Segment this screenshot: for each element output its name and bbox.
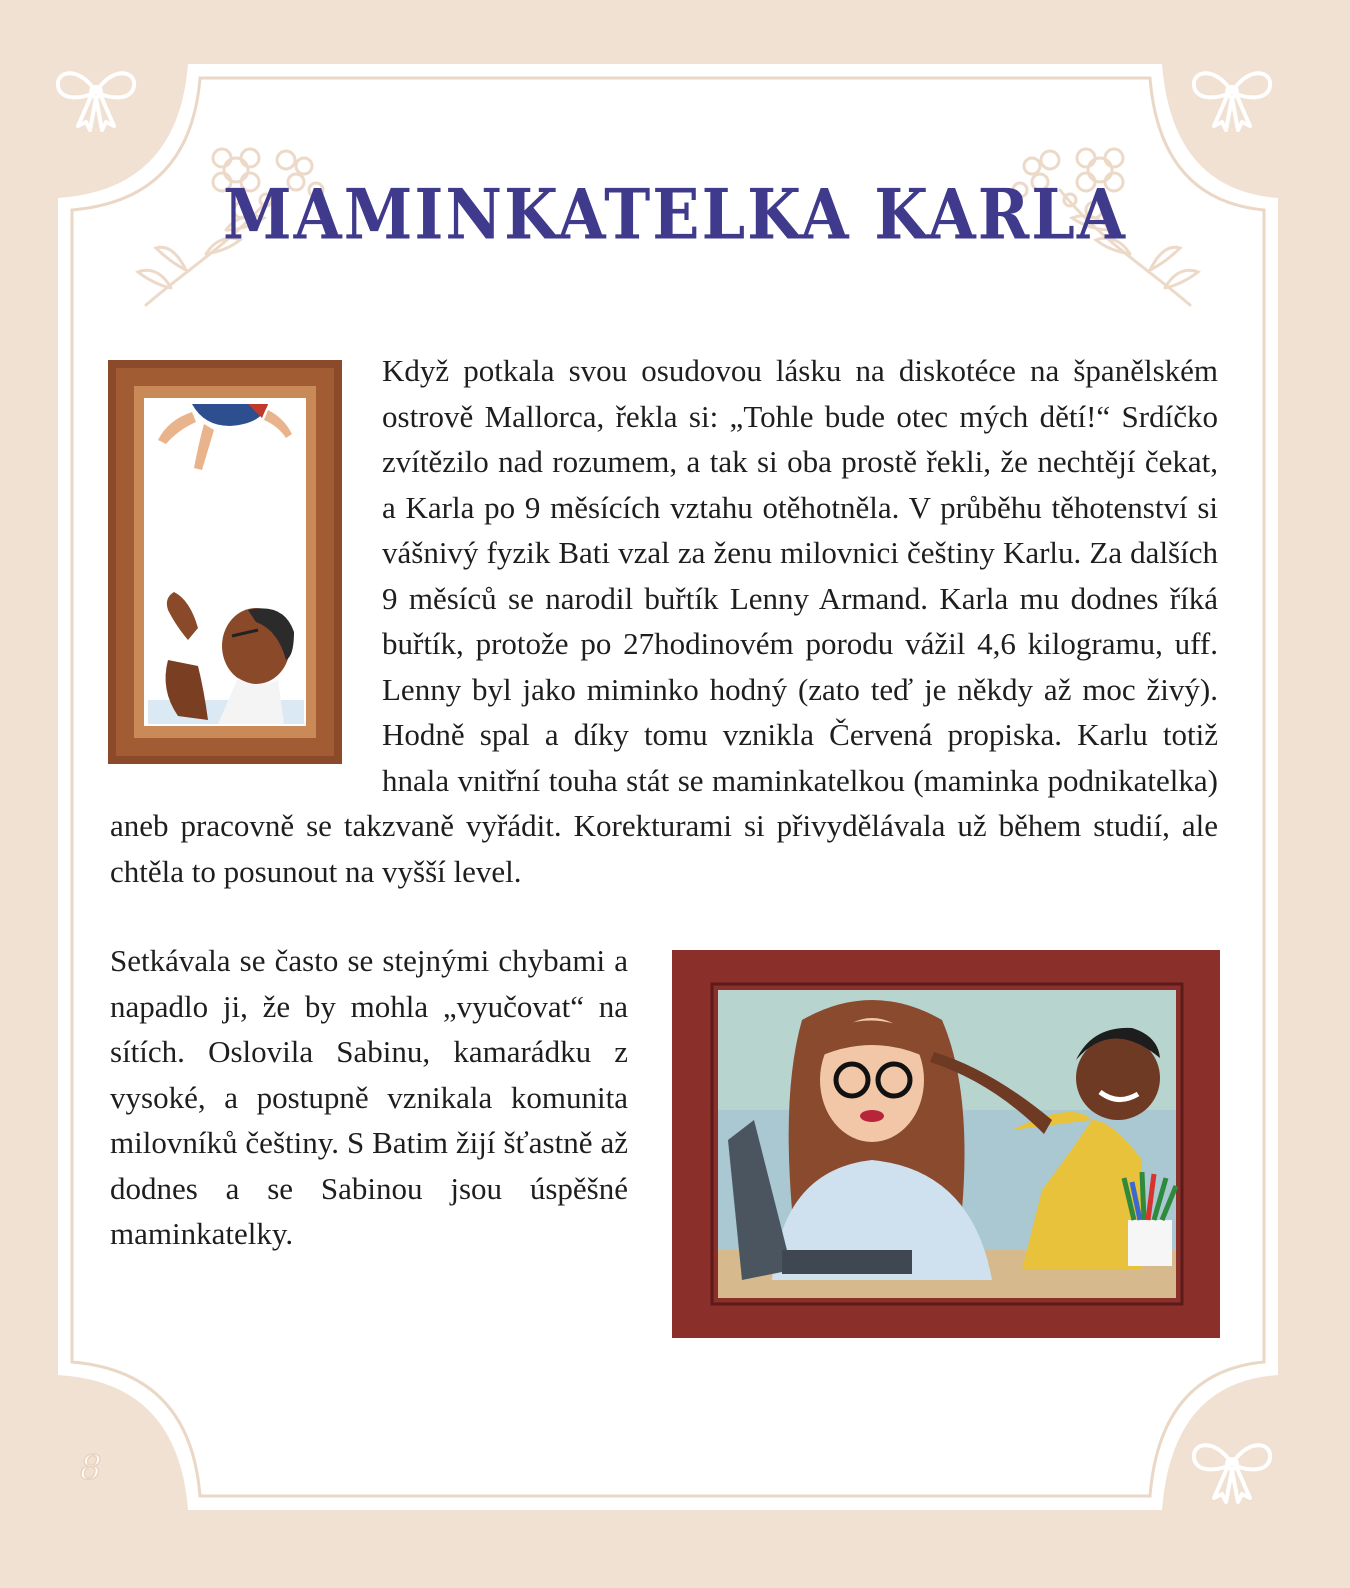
bow-icon — [1186, 56, 1278, 136]
page-number: 8 — [80, 1448, 102, 1488]
bow-icon — [1186, 1428, 1278, 1508]
illustration-spacer — [110, 348, 382, 803]
bow-icon — [50, 56, 142, 136]
paragraph-second: Setkávala se často se stejnými chybami a napadlo ji, že by mohla „vyučovat“ na sítích. Oslovila Sabinu, kamarádku z vysoké, a postupně vznikala komunita milovníků češtiny. S Batim žijí šťastně až dodnes a se Sabinou jsou úspěšné maminkatelky. — [110, 943, 628, 1251]
page-title: MAMINKATELKA KARLA — [223, 173, 1127, 256]
paragraph-first: Když potkala svou osudovou lásku na diskotéce na španělském ostrově Mallorca, řekla si: „Tohle bude otec mých dětí!“ Srdíčko zvítězilo nad rozumem, a tak si oba prostě řekli, že nechtějí čekat, a Karla po 9 měsících vztahu otěhotněla. V průběhu těhotenství si vášnivý fyzik Bati vzal za ženu milovnici češtiny Karlu. Za dalších 9 měsíců se narodil buřtík Lenny Armand. Karla mu dodnes říká buřtík, protože po 27hodinovém porodu vážil 4,6 kilogramu, uff. Lenny byl jako miminko hodný (zato teď je někdy až moc živý). Hodně spal a díky tomu vznikla Červená propiska. Karlu totiž hnala vnitřní touha stát se maminkatelkou (maminka podnikatelka) aneb pracovně se takzvaně vyřádit. Korekturami si přivydělávala už během studií, ale chtěla to posunout na vyšší level. — [110, 353, 1218, 889]
illustration-mother-child — [672, 950, 1220, 1338]
